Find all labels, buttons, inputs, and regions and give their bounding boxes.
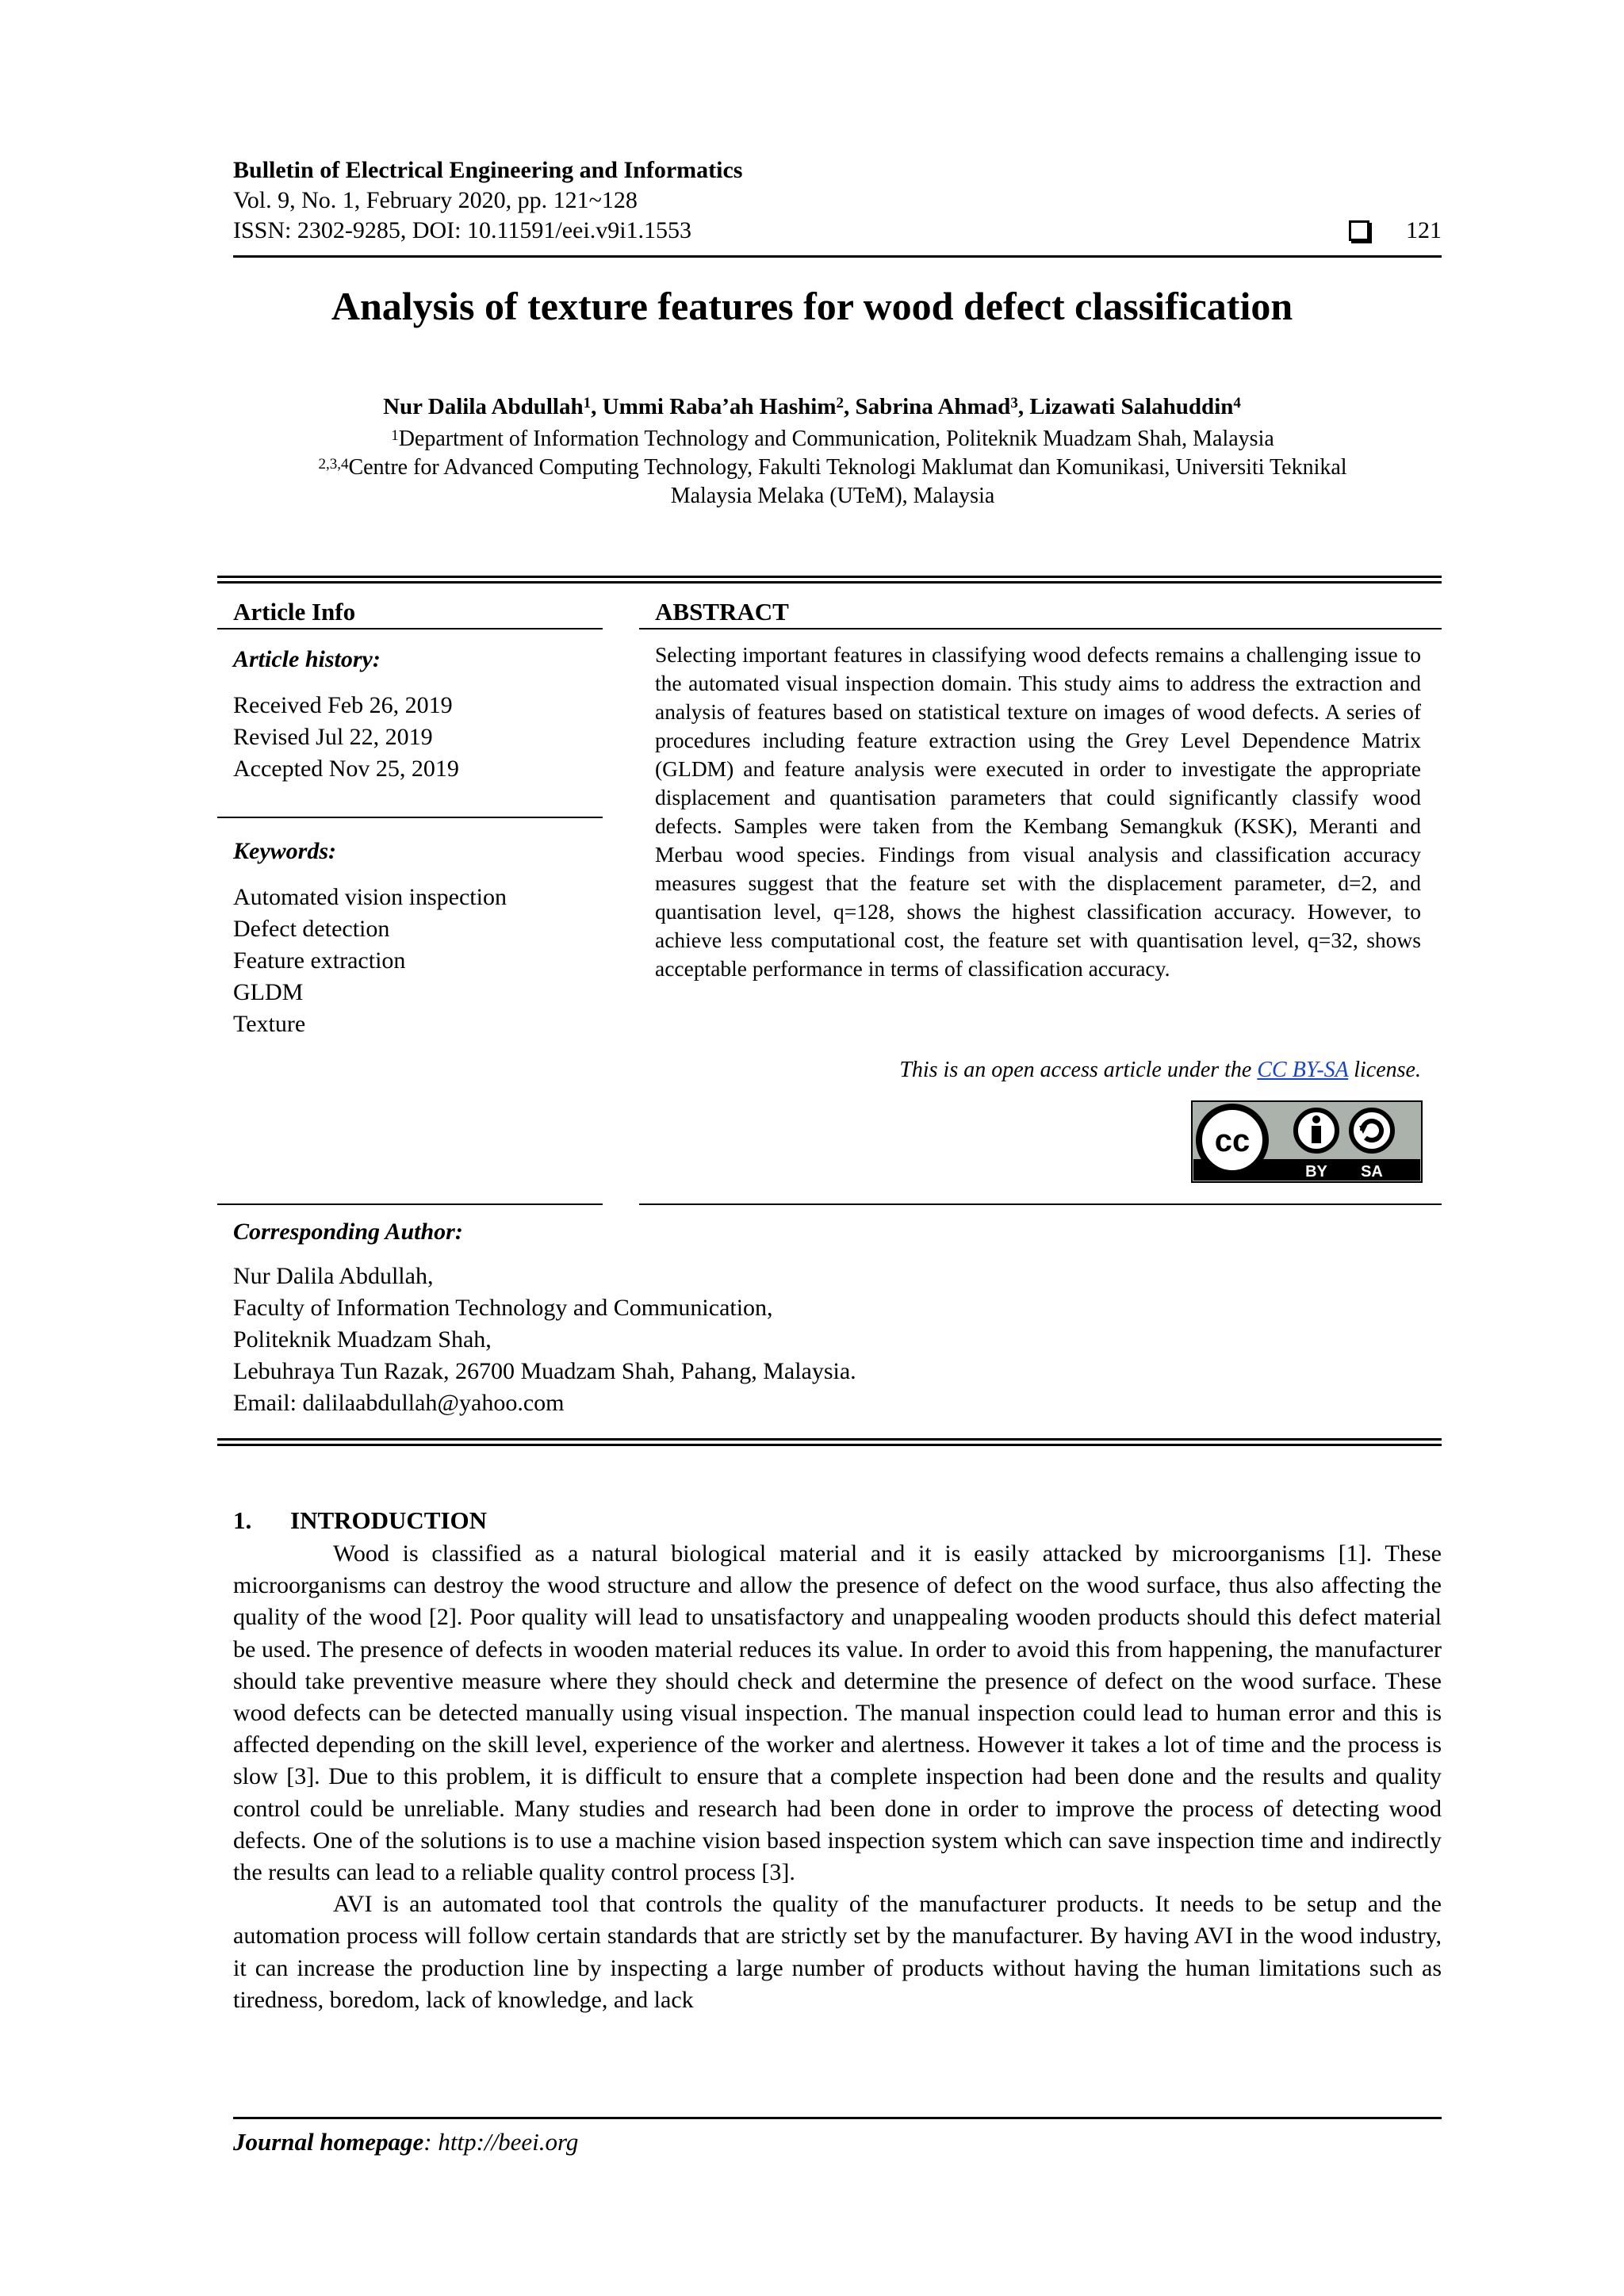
rule — [217, 817, 603, 818]
rule — [217, 628, 603, 629]
corresponding-author-heading: Corresponding Author: — [233, 1219, 463, 1245]
rule — [639, 1203, 1442, 1205]
keyword-item: Texture — [233, 1011, 306, 1037]
cc-by-sa-badge-icon[interactable] — [1191, 1100, 1423, 1183]
introduction-heading: 1. INTRODUCTION — [233, 1506, 488, 1534]
corr-line: Lebuhraya Tun Razak, 26700 Muadzam Shah, Pahang, Malaysia. — [233, 1358, 856, 1384]
abstract-text: Selecting important features in classifying wood defects remains a challenging issue to the automated visual inspection domain. This study aims to address the extraction and analysis of features based on statistical texture on images of wood defects. A series of procedures including feature extraction using the Grey Level Dependence Matrix (GLDM) and feature analysis were executed in order to investigate the appropriate displacement and quantisation parameters that could significantly classify wood defects. Samples were taken from the Kembang Semangkuk (KSK), Meranti and Merbau wood species. Findings from visual analysis and classification accuracy measures suggest that the feature set with the displacement parameter, d=2, and quantisation level, q=128, shows the highest classification accuracy. However, to achieve less computational cost, the feature set with quantisation level, q=32, shows acceptable performance in terms of classification accuracy. — [655, 642, 1421, 981]
keywords-heading: Keywords: — [233, 838, 336, 864]
by-text: BY — [1305, 1163, 1327, 1181]
rule — [639, 628, 1442, 629]
checkbox-square-icon — [1349, 220, 1369, 241]
author-name: Sabrina Ahmad — [855, 394, 1011, 419]
cc-by-sa-link[interactable]: CC BY-SA — [1257, 1058, 1349, 1082]
keyword-item: Defect detection — [233, 916, 390, 942]
license-statement: This is an open access article under the CC BY-SA license. — [899, 1058, 1421, 1082]
article-info-heading: Article Info — [233, 598, 356, 626]
author-name: Nur Dalila Abdullah — [383, 394, 584, 419]
corresponding-author-details — [233, 1261, 856, 1419]
sa-text: SA — [1361, 1163, 1383, 1181]
journal-issn-doi: ISSN: 2302-9285, DOI: 10.11591/eei.v9i1.1553 — [233, 217, 692, 243]
paragraph: Wood is classified as a natural biological material and it is easily attacked by microorganisms [1]. These microorganisms can destroy the wood structure and allow the presence of defect on the wood surface, thus also affecting the quality of the wood [2]. Poor quality will lead to unsatisfactory and unappealing wooden products should this defect material be used. The presence of defects in wooden material reduces its value. In order to avoid this from happening, the manufacturer should take preventive measure where they should check and determine the presence of defect on the wood surface. These wood defects can be detected manually using visual inspection. The manual inspection could lead to human error and this is affected depending on the skill level, experience of the worker and alertness. However it takes a lot of time and the process is slow [3]. Due to this problem, it is difficult to ensure that a complete inspection had been done and the results and quality control could be unreliable. Many studies and research had been done in order to improve the process of detecting wood defects. One of the solutions is to use a machine vision based inspection system which can save inspection time and indirectly the results can lead to a reliable quality control process [3]. — [233, 1540, 1442, 1886]
article-history-list — [233, 690, 459, 785]
history-received: Received Feb 26, 2019 — [233, 692, 453, 718]
journal-volume: Vol. 9, No. 1, February 2020, pp. 121~128 — [233, 187, 638, 213]
author-list: Nur Dalila Abdullah$^1$, Ummi Raba’ah Hashim$^2$, Sabrina Ahmad$^3$, Lizawati Salahuddin$^4$ — [383, 394, 1241, 419]
introduction-body — [233, 1538, 1442, 2016]
affiliation-2: $^{2,3,4}$Centre for Advanced Computing Technology, Fakulti Teknologi Maklumat dan Komunikasi, Universiti Teknikal Malaysia Melaka (UTeM), Malaysia — [318, 455, 1347, 508]
paper-title: Analysis of texture features for wood defect classification — [331, 284, 1293, 328]
footer-rule — [233, 2117, 1442, 2119]
journal-name: Bulletin of Electrical Engineering and Informatics — [233, 157, 743, 183]
paragraph: AVI is an automated tool that controls the quality of the manufacturer products. It needs to be setup and the automation process will follow certain standards that are strictly set by the manufacturer. By having AVI in the wood industry, it can increase the production line by inspecting a large number of products without having the human limitations such as tiredness, boredom, lack of knowledge, and lack — [233, 1891, 1442, 2013]
abstract-heading: ABSTRACT — [655, 598, 789, 626]
section-double-rule — [217, 576, 1442, 584]
article-history-heading: Article history: — [233, 646, 381, 672]
journal-homepage-url[interactable]: : http://beei.org — [423, 2128, 579, 2156]
header-rule — [233, 255, 1442, 258]
keywords-list — [233, 882, 507, 1040]
section-double-rule — [217, 1438, 1442, 1446]
keyword-item: GLDM — [233, 979, 304, 1005]
corr-line: Faculty of Information Technology and Communication, — [233, 1295, 773, 1321]
journal-homepage-footer: Journal homepage: http://beei.org — [233, 2128, 579, 2156]
author-name: Lizawati Salahuddin — [1029, 394, 1234, 419]
keyword-item: Automated vision inspection — [233, 884, 507, 910]
corr-email: Email: dalilaabdullah@yahoo.com — [233, 1390, 565, 1416]
history-revised: Revised Jul 22, 2019 — [233, 724, 433, 750]
rule — [217, 1203, 603, 1205]
cc-text: cc — [1214, 1123, 1251, 1158]
affiliation-1: $^1$Department of Information Technology and Communication, Politeknik Muadzam Shah, Malaysia — [391, 427, 1274, 451]
page-number: 121 — [1406, 217, 1442, 243]
corr-line: Nur Dalila Abdullah, — [233, 1263, 434, 1289]
author-name: Ummi Raba’ah Hashim — [602, 394, 837, 419]
corr-line: Politeknik Muadzam Shah, — [233, 1326, 492, 1353]
keyword-item: Feature extraction — [233, 947, 406, 974]
history-accepted: Accepted Nov 25, 2019 — [233, 756, 459, 782]
journal-header — [233, 155, 1442, 246]
